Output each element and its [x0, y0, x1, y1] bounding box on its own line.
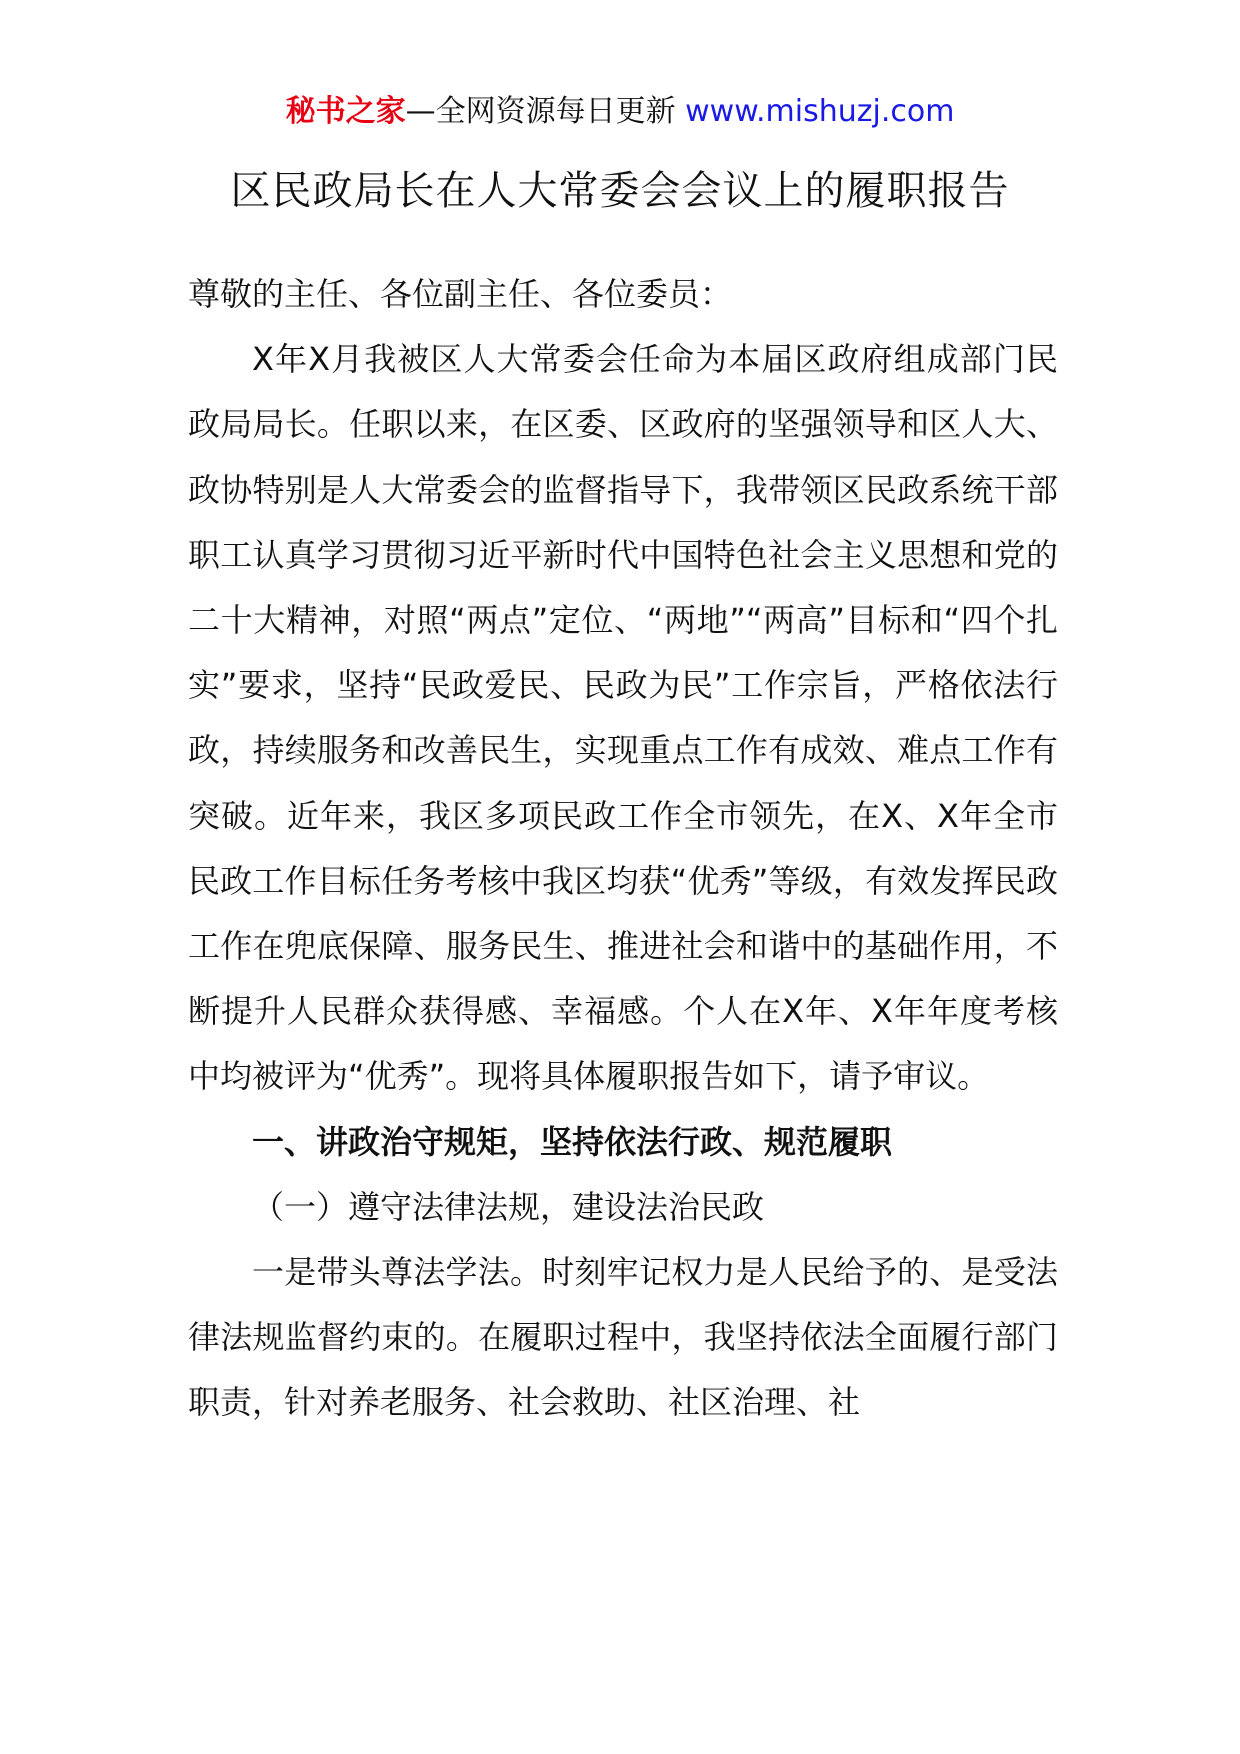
- section-heading: 一、讲政治守规矩，坚持依法行政、规范履职: [252, 1122, 893, 1161]
- document-body: [188, 262, 1058, 1436]
- site-tagline: —全网资源每日更新: [405, 94, 686, 129]
- subsection-heading: （一）遵守法律法规，建设法治民政: [252, 1187, 765, 1226]
- body-paragraph: 一是带头尊法学法。时刻牢记权力是人民给予的、是受法律法规监督约束的。在履职过程中，我坚持依法全面履行部门职责，针对养老服务、社会救助、社区治理、社: [188, 1253, 1058, 1422]
- site-url-link[interactable]: www.mishuzj.com: [685, 94, 955, 129]
- salutation: 尊敬的主任、各位副主任、各位委员：: [188, 275, 733, 313]
- intro-paragraph: X年X月我被区人大常委会任命为本届区政府组成部门民政局局长。任职以来，在区委、区政府的坚强领导和区人大、政协特别是人大常委会的监督指导下，我带领区民政系统干部职工认真学习贯彻习近平新时代中国特色社会主义思想和党的二十大精神，对照“两点”定位、“两地”“两高”目标和“四个扎实”要求，坚持“民政爱民、民政为民”工作宗旨，严格依法行政，持续服务和改善民生，实现重点工作有成效、难点工作有突破。近年来，我区多项民政工作全市领先，在X、X年全市民政工作目标任务考核中我区均获“优秀”等级，有效发挥民政工作在兜底保障、服务民生、推进社会和谐中的基础作用，不断提升人民群众获得感、幸福感。个人在X年、X年年度考核中均被评为“优秀”。现将具体履职报告如下，请予审议。: [188, 340, 1058, 1096]
- site-brand: 秘书之家: [285, 94, 406, 129]
- document-title: 区民政局长在人大常委会会议上的履职报告: [230, 168, 1010, 214]
- site-header: [0, 92, 1240, 132]
